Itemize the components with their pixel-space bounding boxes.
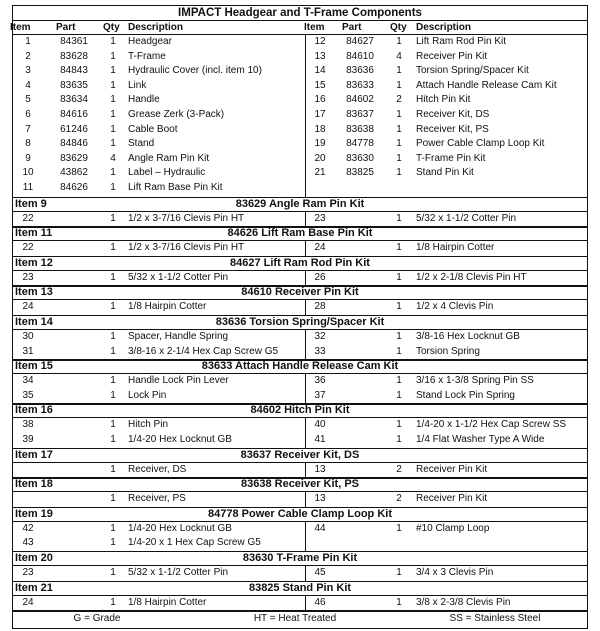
kit-center-divider: [305, 211, 306, 227]
cell-description: 1/4-20 Hex Locknut GB: [128, 434, 232, 445]
cell-item: 26: [314, 271, 326, 283]
cell-description: Label – Hydraulic: [128, 167, 206, 179]
header-part: Part: [342, 22, 362, 33]
cell-description: Link: [128, 79, 147, 91]
cell-description: Attach Handle Release Cam Kit: [416, 79, 557, 91]
cell-item: 23: [22, 271, 34, 283]
kit-item-label: Item 12: [15, 256, 53, 269]
cell-qty: 1: [110, 522, 116, 534]
cell-part: 84616: [60, 109, 88, 120]
cell-description: Hitch Pin: [128, 419, 169, 431]
kit-title: 83825 Stand Pin Kit: [248, 581, 352, 594]
cell-item: 41: [314, 434, 326, 445]
header-item: Item: [304, 22, 325, 33]
cell-description: Cable Boot: [128, 123, 178, 135]
cell-part: 84361: [60, 36, 88, 47]
cell-qty: 1: [110, 331, 116, 342]
header-qty: Qty: [103, 22, 120, 33]
kit-title: 83637 Receiver Kit, DS: [240, 448, 360, 461]
cell-item: 38: [22, 419, 34, 431]
cell-item: 19: [314, 138, 326, 150]
cell-description: 1/4-20 x 1 Hex Cap Screw G5: [128, 537, 261, 549]
cell-item: 43: [22, 537, 34, 549]
cell-qty: 1: [396, 596, 402, 608]
kit-title: 83629 Angle Ram Pin Kit: [235, 197, 365, 210]
kit-center-divider: [305, 417, 306, 447]
kit-title: 83630 T-Frame Pin Kit: [242, 552, 358, 564]
kit-item-label: Item 16: [15, 404, 53, 417]
cell-description: Headgear: [128, 36, 172, 47]
cell-description: Lock Pin: [128, 389, 167, 401]
cell-description: 1/8 Hairpin Cotter: [128, 596, 207, 608]
cell-item: 40: [314, 419, 326, 431]
kit-header-rule: [12, 211, 588, 212]
cell-qty: 1: [110, 212, 116, 224]
cell-qty: 1: [110, 109, 116, 120]
kit-bottom-rule: [12, 610, 588, 611]
cell-item: 32: [314, 331, 326, 342]
cell-description: T-Frame: [128, 50, 166, 62]
kit-item-label: Item 20: [15, 552, 53, 564]
header-item: Item: [10, 22, 31, 33]
kit-header-rule: [12, 565, 588, 566]
cell-part: 83630: [346, 152, 374, 164]
cell-item: 22: [22, 242, 34, 254]
cell-description: Lift Ram Rod Pin Kit: [416, 36, 507, 47]
cell-qty: 4: [396, 50, 402, 62]
cell-qty: 1: [396, 138, 402, 150]
cell-description: 1/4-20 Hex Locknut GB: [128, 522, 232, 534]
cell-qty: 1: [396, 522, 402, 534]
kit-center-divider: [305, 299, 306, 315]
cell-description: 1/2 x 4 Clevis Pin: [416, 301, 494, 313]
kit-item-label: Item 9: [15, 197, 47, 210]
cell-item: 13: [314, 50, 326, 62]
cell-description: #10 Clamp Loop: [416, 522, 490, 534]
cell-qty: 1: [396, 242, 402, 254]
kit-title: 84778 Power Cable Clamp Loop Kit: [208, 507, 392, 520]
kit-header-rule: [12, 491, 588, 492]
cell-item: 7: [25, 123, 31, 135]
kit-item-label: Item 13: [15, 286, 53, 299]
cell-description: Receiver Kit, DS: [416, 109, 490, 120]
cell-item: 23: [314, 212, 326, 224]
cell-qty: 2: [396, 493, 402, 505]
header-part: Part: [56, 22, 76, 33]
cell-description: Lift Ram Base Pin Kit: [128, 182, 223, 193]
cell-item: 24: [314, 242, 326, 254]
cell-qty: 1: [110, 242, 116, 254]
cell-item: 16: [314, 94, 326, 106]
cell-description: 5/32 x 1-1/2 Cotter Pin: [128, 567, 229, 578]
cell-qty: 1: [110, 271, 116, 283]
cell-description: Receiver Pin Kit: [416, 493, 488, 505]
cell-qty: 1: [110, 375, 116, 387]
cell-qty: 1: [110, 463, 116, 475]
cell-qty: 1: [396, 434, 402, 445]
header-description: Description: [416, 22, 472, 33]
cell-part: 83635: [60, 79, 88, 91]
cell-description: 3/8 x 2-3/8 Clevis Pin: [416, 596, 511, 608]
header-qty: Qty: [390, 22, 407, 33]
cell-description: Receiver Pin Kit: [416, 463, 488, 475]
cell-description: Torsion Spring: [416, 345, 480, 357]
cell-qty: 1: [396, 331, 402, 342]
kit-item-label: Item 19: [15, 507, 53, 520]
kit-center-divider: [305, 462, 306, 478]
kit-title: 84626 Lift Ram Base Pin Kit: [227, 227, 373, 240]
cell-qty: 1: [396, 79, 402, 91]
kit-item-label: Item 21: [15, 581, 53, 594]
cell-description: 3/8-16 Hex Locknut GB: [416, 331, 520, 342]
cell-qty: 1: [396, 109, 402, 120]
cell-item: 31: [22, 345, 34, 357]
cell-item: 10: [22, 167, 34, 179]
cell-qty: 1: [110, 493, 116, 505]
cell-item: 39: [22, 434, 34, 445]
cell-item: 21: [314, 167, 326, 179]
cell-qty: 1: [396, 567, 402, 578]
kit-header-rule: [12, 270, 588, 271]
cell-qty: 1: [110, 79, 116, 91]
cell-description: 1/4-20 x 1-1/2 Hex Cap Screw SS: [416, 419, 567, 431]
cell-qty: 1: [110, 345, 116, 357]
cell-part: 84627: [346, 36, 374, 47]
cell-part: 84626: [60, 182, 88, 193]
cell-part: 83629: [60, 152, 88, 164]
kit-title: 83638 Receiver Kit, PS: [240, 478, 360, 491]
cell-description: 1/4 Flat Washer Type A Wide: [416, 434, 545, 445]
cell-description: Handle Lock Pin Lever: [128, 375, 229, 387]
cell-qty: 1: [396, 419, 402, 431]
cell-qty: 1: [396, 301, 402, 313]
cell-description: Receiver, PS: [128, 493, 186, 505]
cell-item: 33: [314, 345, 326, 357]
header-divider: [12, 34, 588, 35]
kit-header-rule: [12, 417, 588, 418]
cell-description: 3/4 x 3 Clevis Pin: [416, 567, 494, 578]
kit-center-divider: [305, 270, 306, 286]
legend-grade: G = Grade: [73, 613, 121, 625]
cell-qty: 1: [396, 345, 402, 357]
kit-item-label: Item 15: [15, 360, 53, 373]
cell-part: 43862: [60, 167, 88, 179]
cell-qty: 1: [110, 167, 116, 179]
cell-qty: 1: [396, 152, 402, 164]
kit-header-rule: [12, 595, 588, 596]
cell-qty: 1: [396, 271, 402, 283]
cell-description: Receiver Kit, PS: [416, 123, 489, 135]
cell-part: 83633: [346, 79, 374, 91]
cell-description: Spacer, Handle Spring: [128, 331, 229, 342]
kit-center-divider: [305, 240, 306, 256]
kit-header-rule: [12, 240, 588, 241]
cell-qty: 1: [396, 36, 402, 47]
cell-item: 44: [314, 522, 326, 534]
cell-qty: 4: [110, 152, 116, 164]
cell-item: 22: [22, 212, 34, 224]
cell-qty: 1: [110, 419, 116, 431]
cell-qty: 1: [396, 65, 402, 77]
cell-qty: 1: [110, 301, 116, 313]
kit-title: 83636 Torsion Spring/Spacer Kit: [215, 316, 385, 328]
cell-description: Stand Lock Pin Spring: [416, 389, 515, 401]
cell-item: 18: [314, 123, 326, 135]
cell-qty: 1: [396, 167, 402, 179]
kit-center-divider: [305, 521, 306, 551]
cell-item: 6: [25, 109, 31, 120]
cell-item: 11: [22, 182, 34, 193]
cell-part: 84610: [346, 50, 374, 62]
cell-item: 46: [314, 596, 326, 608]
cell-item: 37: [314, 389, 326, 401]
header-description: Description: [128, 22, 184, 33]
cell-item: 1: [25, 36, 31, 47]
cell-item: 34: [22, 375, 34, 387]
kit-header-rule: [12, 329, 588, 330]
cell-description: Power Cable Clamp Loop Kit: [416, 138, 545, 150]
page-title: IMPACT Headgear and T-Frame Components: [178, 7, 422, 19]
cell-item: 3: [25, 65, 31, 77]
kit-header-rule: [12, 462, 588, 463]
cell-item: 20: [314, 152, 326, 164]
title-divider: [12, 20, 588, 21]
cell-qty: 2: [396, 463, 402, 475]
cell-item: 30: [22, 331, 34, 342]
cell-item: 42: [22, 522, 34, 534]
cell-part: 83825: [346, 167, 374, 179]
kit-center-divider: [305, 595, 306, 611]
kit-title: 84610 Receiver Pin Kit: [241, 286, 359, 299]
cell-description: 3/8-16 x 2-1/4 Hex Cap Screw G5: [128, 345, 279, 357]
cell-qty: 1: [110, 138, 116, 150]
main-center-divider: [305, 34, 306, 197]
cell-description: 5/32 x 1-1/2 Cotter Pin: [416, 212, 517, 224]
cell-part: 84843: [60, 65, 88, 77]
cell-qty: 1: [396, 212, 402, 224]
cell-description: 1/2 x 3-7/16 Clevis Pin HT: [128, 212, 245, 224]
legend-heat-treated: HT = Heat Treated: [253, 613, 337, 625]
kit-center-divider: [305, 329, 306, 359]
kit-center-divider: [305, 373, 306, 403]
cell-part: 83634: [60, 94, 88, 106]
cell-item: 24: [22, 596, 34, 608]
cell-item: 17: [314, 109, 326, 120]
kit-item-label: Item 17: [15, 448, 53, 461]
kit-title: 83633 Attach Handle Release Cam Kit: [201, 360, 399, 373]
cell-qty: 1: [110, 434, 116, 445]
kit-item-label: Item 11: [15, 227, 53, 240]
cell-item: 15: [314, 79, 326, 91]
cell-description: 5/32 x 1-1/2 Cotter Pin: [128, 271, 229, 283]
cell-item: 14: [314, 65, 326, 77]
cell-description: Receiver, DS: [128, 463, 187, 475]
cell-item: 45: [314, 567, 326, 578]
cell-item: 4: [25, 79, 31, 91]
cell-description: Angle Ram Pin Kit: [128, 152, 210, 164]
cell-item: 5: [25, 94, 31, 106]
cell-qty: 1: [110, 537, 116, 549]
cell-qty: 1: [396, 123, 402, 135]
kit-title: 84627 Lift Ram Rod Pin Kit: [230, 256, 370, 269]
cell-description: 1/8 Hairpin Cotter: [128, 301, 207, 313]
cell-item: 23: [22, 567, 34, 578]
cell-item: 12: [314, 36, 326, 47]
cell-description: Receiver Pin Kit: [416, 50, 488, 62]
cell-qty: 1: [110, 182, 116, 193]
cell-part: 84602: [346, 94, 374, 106]
cell-part: 83636: [346, 65, 374, 77]
cell-description: 3/16 x 1-3/8 Spring Pin SS: [416, 375, 534, 387]
cell-item: 35: [22, 389, 34, 401]
cell-qty: 2: [396, 94, 402, 106]
cell-part: 83628: [60, 50, 88, 62]
cell-qty: 1: [110, 50, 116, 62]
cell-description: Stand Pin Kit: [416, 167, 474, 179]
cell-description: Hitch Pin Kit: [416, 94, 471, 106]
cell-qty: 1: [110, 36, 116, 47]
cell-item: 24: [22, 301, 34, 313]
kit-item-label: Item 14: [15, 316, 53, 328]
cell-description: Stand: [128, 138, 155, 150]
cell-part: 83638: [346, 123, 374, 135]
cell-qty: 1: [110, 567, 116, 578]
cell-item: 28: [314, 301, 326, 313]
cell-qty: 1: [110, 94, 116, 106]
kit-item-label: Item 18: [15, 478, 53, 491]
kit-title: 84602 Hitch Pin Kit: [250, 404, 350, 417]
cell-description: T-Frame Pin Kit: [416, 152, 486, 164]
cell-description: Hydraulic Cover (incl. item 10): [128, 65, 262, 77]
cell-description: Torsion Spring/Spacer Kit: [416, 65, 529, 77]
cell-part: 84846: [60, 138, 88, 150]
cell-description: Grease Zerk (3-Pack): [128, 109, 225, 120]
cell-qty: 1: [396, 389, 402, 401]
cell-qty: 1: [110, 389, 116, 401]
cell-qty: 1: [110, 596, 116, 608]
cell-description: 1/8 Hairpin Cotter: [416, 242, 495, 254]
cell-item: 36: [314, 375, 326, 387]
cell-description: Handle: [128, 94, 160, 106]
cell-part: 84778: [346, 138, 374, 150]
cell-item: 13: [314, 463, 326, 475]
cell-item: 13: [314, 493, 326, 505]
cell-part: 61246: [60, 123, 88, 135]
cell-part: 83637: [346, 109, 374, 120]
cell-description: 1/2 x 3-7/16 Clevis Pin HT: [128, 242, 245, 254]
cell-qty: 1: [396, 375, 402, 387]
cell-item: 9: [25, 152, 31, 164]
cell-qty: 1: [110, 65, 116, 77]
kit-center-divider: [305, 491, 306, 507]
cell-description: 1/2 x 2-1/8 Clevis Pin HT: [416, 271, 527, 283]
kit-header-rule: [12, 299, 588, 300]
kit-center-divider: [305, 565, 306, 581]
legend-stainless-steel: SS = Stainless Steel: [449, 613, 541, 625]
kit-header-rule: [12, 373, 588, 374]
kit-header-rule: [12, 521, 588, 522]
cell-item: 2: [25, 50, 31, 62]
cell-item: 8: [25, 138, 31, 150]
cell-qty: 1: [110, 123, 116, 135]
